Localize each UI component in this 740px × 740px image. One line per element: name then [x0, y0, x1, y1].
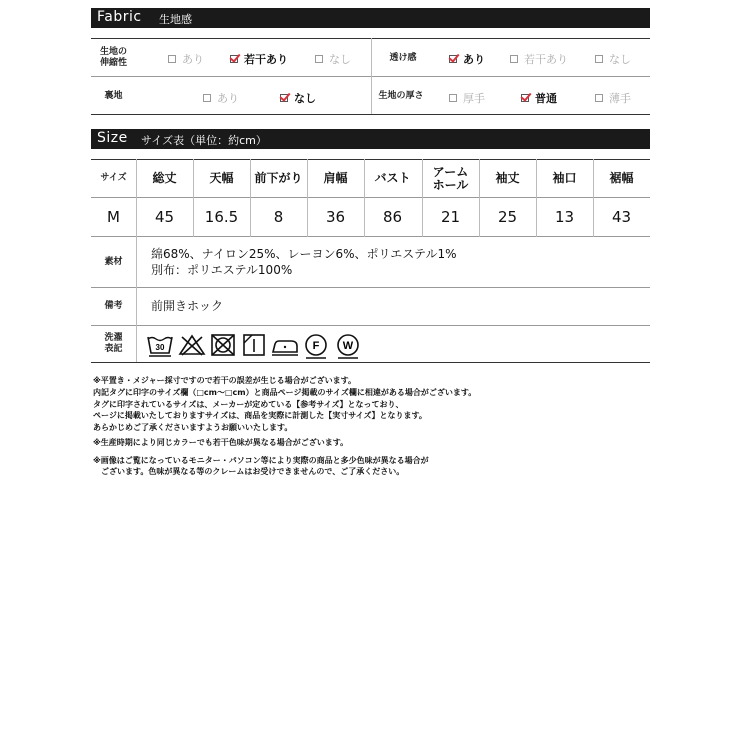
material-line-2: 別布：ポリエステル100% [151, 263, 293, 277]
size-header-cell: バスト [374, 171, 411, 185]
size-column-label: サイズ [100, 173, 127, 183]
size-title: Size [97, 130, 128, 146]
note-line-1: ※平置き・メジャー採寸ですので若干の誤差が生じる場合がございます。 [93, 376, 356, 385]
size-header-cell: 袖丈 [495, 171, 520, 185]
note-line-4: ページに掲載いたしておりますサイズは、商品を実際に計測した【実寸サイズ】となります。 [93, 411, 427, 420]
line-dry-shade-icon [242, 333, 266, 357]
thickness-label: 生地の厚さ [378, 90, 424, 101]
lining-label: 裏地 [104, 90, 123, 101]
fabric-title: Fabric [97, 9, 142, 25]
checkbox-icon [168, 55, 176, 63]
stretch-option-none: なし [315, 51, 351, 67]
fabric-header-bar [91, 8, 650, 28]
no-bleach-icon [178, 333, 206, 357]
checkbox-icon [510, 55, 518, 63]
stretch-option-slight: 若干あり [230, 51, 288, 67]
sheer-option-slight: 若干あり [510, 51, 568, 67]
size-header-cell: アーム ホール [432, 164, 469, 192]
note-line-8: ございます。色味が異なる等のクレームはお受けできませんので、ご了承ください。 [93, 467, 405, 476]
size-value-cell: 13 [554, 208, 575, 226]
size-header-cell: 総丈 [152, 171, 177, 185]
size-value-cell: 43 [611, 208, 632, 226]
sheer-option-none: なし [595, 51, 631, 67]
size-subtitle: サイズ表（単位：約cm） [141, 134, 267, 147]
size-value-cell: 21 [440, 208, 461, 226]
size-header-cell: 天幅 [209, 171, 234, 185]
size-value-cell: 36 [325, 208, 346, 226]
material-line-1: 綿68%、ナイロン25%、レーヨン6%、ポリエステル1% [151, 247, 457, 261]
checked-checkbox-icon [280, 94, 288, 102]
lining-option-yes: あり [203, 90, 239, 106]
wash-30-icon [146, 333, 174, 357]
fabric-subtitle: 生地感 [159, 13, 192, 26]
stretch-label: 生地の 伸縮性 [99, 47, 127, 68]
material-rule [91, 287, 650, 288]
wet-clean-w-icon [335, 333, 361, 359]
dry-clean-f-icon [303, 333, 329, 359]
svg-text:30: 30 [155, 343, 165, 352]
care-label: 洗濯 表記 [104, 333, 123, 354]
size-row-rule [91, 236, 650, 237]
thickness-option-thick: 厚手 [449, 90, 485, 106]
note-line-6: ※生産時期により同じカラーでも若干色味が異なる場合がございます。 [93, 438, 349, 447]
size-value-cell: 25 [497, 208, 518, 226]
size-header-bar [91, 129, 650, 149]
size-value-m: M [107, 208, 120, 226]
lining-option-no: なし [280, 90, 316, 106]
sheer-option-yes: あり [449, 51, 485, 67]
fabric-divider [371, 38, 372, 114]
sheer-label: 透け感 [389, 52, 417, 63]
checked-checkbox-icon [521, 94, 529, 102]
checkbox-icon [595, 55, 603, 63]
note-line-3: タグに印字されているサイズは、メーカーが定めている【参考サイズ】となっており、 [93, 400, 404, 409]
size-header-cell: 裾幅 [609, 171, 634, 185]
thickness-option-normal: 普通 [521, 90, 557, 106]
material-label: 素材 [104, 256, 123, 267]
size-header-cell: 肩幅 [323, 171, 348, 185]
checkbox-icon [315, 55, 323, 63]
remarks-label: 備考 [104, 301, 123, 311]
svg-text:F: F [312, 340, 320, 352]
note-line-5: あらかじめご了承くださいますようお願いいたします。 [93, 423, 293, 432]
note-line-7: ※画像はご覧になっているモニター・パソコン等により実際の商品と多少色味が異なる場合が [93, 456, 429, 465]
size-value-cell: 45 [154, 208, 175, 226]
size-header-cell: 袖口 [552, 171, 577, 185]
checkbox-icon [449, 94, 457, 102]
checked-checkbox-icon [449, 55, 457, 63]
size-bottom-rule [91, 362, 650, 363]
size-header-cell: 前下がり [254, 171, 303, 185]
svg-text:W: W [342, 340, 354, 352]
fabric-bottom-rule [91, 114, 650, 115]
iron-low-icon [270, 333, 300, 357]
size-value-cell: 86 [382, 208, 403, 226]
remarks-text: 前開きホック [151, 299, 224, 313]
thickness-option-thin: 薄手 [595, 90, 631, 106]
note-line-2: 内記タグに印字のサイズ欄（□cm～□cm）と商品ページ掲載のサイズ欄に相違がある場合がございます。 [93, 388, 477, 397]
remarks-rule [91, 325, 650, 326]
checkbox-icon [595, 94, 603, 102]
stretch-option-yes: あり [168, 51, 204, 67]
no-tumble-dry-icon [210, 333, 236, 357]
size-value-cell: 16.5 [204, 208, 239, 226]
size-value-cell: 8 [273, 208, 284, 226]
checkbox-icon [203, 94, 211, 102]
checked-checkbox-icon [230, 55, 238, 63]
